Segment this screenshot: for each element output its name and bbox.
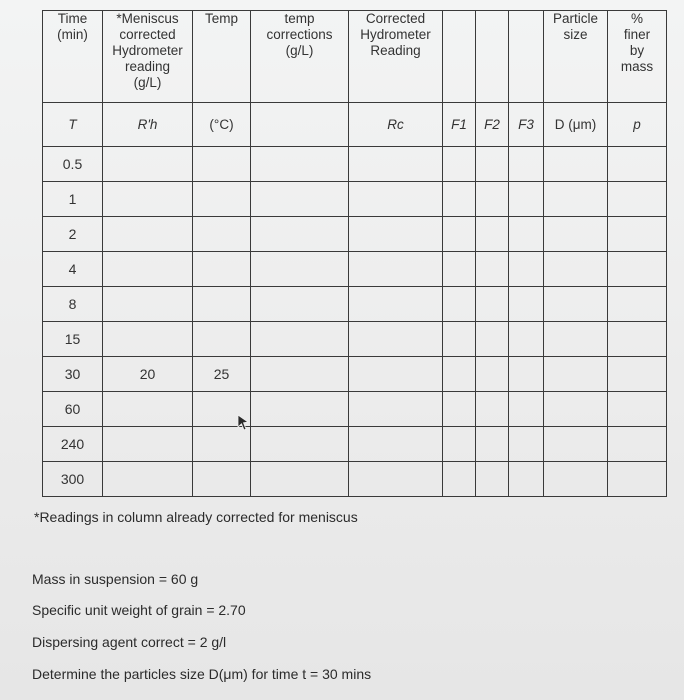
question-text: Determine the particles size D(μm) for time t = 30 mins xyxy=(32,666,372,682)
symbol-time: T xyxy=(43,103,103,147)
reading-cell: 20 xyxy=(103,357,193,392)
header-f2 xyxy=(476,11,509,103)
symbol-d: D (μm) xyxy=(544,103,608,147)
header-f1 xyxy=(443,11,476,103)
reading-cell xyxy=(103,427,193,462)
reading-cell xyxy=(103,147,193,182)
table-row xyxy=(43,252,667,287)
header-temp-corrections: temp corrections (g/L) xyxy=(251,11,349,103)
header-particle-size: Particle size xyxy=(544,11,608,103)
reading-cell xyxy=(103,287,193,322)
table-row xyxy=(43,392,667,427)
symbol-row xyxy=(43,103,667,147)
table-row xyxy=(43,462,667,497)
temp-cell xyxy=(193,147,251,182)
time-cell: 1 xyxy=(43,182,103,217)
header-meniscus-reading: *Meniscus corrected Hydrometer reading (g/L) xyxy=(103,11,193,103)
header-percent-finer: % finer by mass xyxy=(608,11,667,103)
temp-cell xyxy=(193,287,251,322)
symbol-temp-unit: (°C) xyxy=(193,103,251,147)
time-cell: 240 xyxy=(43,427,103,462)
header-f3 xyxy=(509,11,544,103)
time-cell: 60 xyxy=(43,392,103,427)
reading-cell xyxy=(103,252,193,287)
symbol-f3: F3 xyxy=(509,103,544,147)
temp-cell xyxy=(193,322,251,357)
header-row xyxy=(43,11,667,103)
mouse-pointer-icon xyxy=(236,414,250,432)
table-row xyxy=(43,357,667,392)
symbol-reading: R'h xyxy=(103,103,193,147)
time-cell: 30 xyxy=(43,357,103,392)
specific-unit-weight: Specific unit weight of grain = 2.70 xyxy=(32,602,246,618)
temp-cell xyxy=(193,182,251,217)
reading-cell xyxy=(103,462,193,497)
symbol-rc: Rc xyxy=(349,103,443,147)
table-row xyxy=(43,287,667,322)
header-corrected-reading: Corrected Hydrometer Reading xyxy=(349,11,443,103)
temp-cell: 25 xyxy=(193,357,251,392)
table-row xyxy=(43,147,667,182)
mass-in-suspension: Mass in suspension = 60 g xyxy=(32,571,199,587)
header-temp: Temp xyxy=(193,11,251,103)
time-cell: 300 xyxy=(43,462,103,497)
table-row xyxy=(43,182,667,217)
time-cell: 4 xyxy=(43,252,103,287)
symbol-temp-corrections xyxy=(251,103,349,147)
temp-cell xyxy=(193,217,251,252)
temp-cell xyxy=(193,462,251,497)
header-time: Time (min) xyxy=(43,11,103,103)
reading-cell xyxy=(103,217,193,252)
reading-cell xyxy=(103,182,193,217)
reading-cell xyxy=(103,322,193,357)
hydrometer-table xyxy=(42,10,667,497)
table-row xyxy=(43,322,667,357)
temp-cell xyxy=(193,252,251,287)
table-row xyxy=(43,217,667,252)
footnote: *Readings in column already corrected for meniscus xyxy=(34,509,358,525)
time-cell: 2 xyxy=(43,217,103,252)
symbol-f1: F1 xyxy=(443,103,476,147)
time-cell: 8 xyxy=(43,287,103,322)
table-row xyxy=(43,427,667,462)
time-cell: 0.5 xyxy=(43,147,103,182)
symbol-f2: F2 xyxy=(476,103,509,147)
symbol-p: p xyxy=(608,103,667,147)
dispersing-agent-correction: Dispersing agent correct = 2 g/l xyxy=(32,634,227,650)
time-cell: 15 xyxy=(43,322,103,357)
reading-cell xyxy=(103,392,193,427)
